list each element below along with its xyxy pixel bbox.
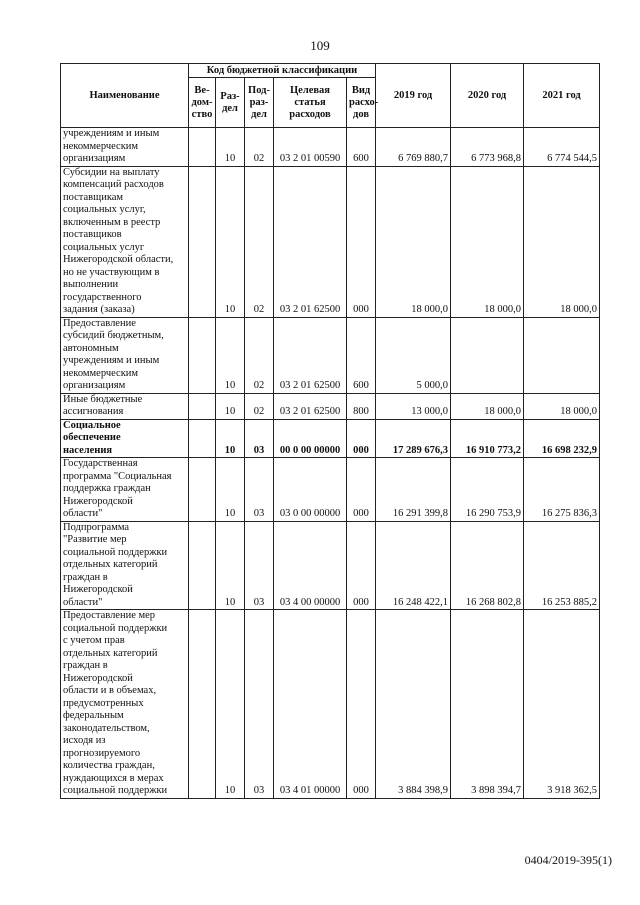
- row-podrazdel: 03: [245, 521, 274, 610]
- row-razdel: 10: [216, 419, 245, 458]
- row-podrazdel: 02: [245, 393, 274, 419]
- row-amount-2019: 18 000,0: [376, 166, 451, 317]
- row-vedomstvo: [189, 393, 216, 419]
- row-vid-rashodov: 600: [347, 128, 376, 167]
- row-amount-2019: 17 289 676,3: [376, 419, 451, 458]
- row-vid-rashodov: 000: [347, 419, 376, 458]
- row-amount-2021: 16 698 232,9: [524, 419, 600, 458]
- row-tselevaya-statya: 03 0 00 00000: [274, 458, 347, 522]
- table-header: [61, 64, 600, 128]
- row-vid-rashodov: 000: [347, 610, 376, 799]
- row-amount-2021: 18 000,0: [524, 166, 600, 317]
- row-razdel: 10: [216, 166, 245, 317]
- row-vedomstvo: [189, 458, 216, 522]
- row-podrazdel: 02: [245, 317, 274, 393]
- budget-table: [60, 63, 600, 799]
- row-amount-2020: 18 000,0: [451, 393, 524, 419]
- row-amount-2020: [451, 317, 524, 393]
- row-amount-2021: 16 253 885,2: [524, 521, 600, 610]
- table-row: [61, 521, 600, 610]
- row-tselevaya-statya: 03 4 00 00000: [274, 521, 347, 610]
- row-amount-2020: 18 000,0: [451, 166, 524, 317]
- row-podrazdel: 02: [245, 128, 274, 167]
- row-razdel: 10: [216, 521, 245, 610]
- row-name: учреждениям и иным некоммерческим организациям: [61, 128, 189, 167]
- row-vedomstvo: [189, 521, 216, 610]
- row-name: Иные бюджетные ассигнования: [61, 393, 189, 419]
- row-tselevaya-statya: 00 0 00 00000: [274, 419, 347, 458]
- row-amount-2019: 16 291 399,8: [376, 458, 451, 522]
- row-tselevaya-statya: 03 2 01 00590: [274, 128, 347, 167]
- page-number: 109: [310, 38, 330, 53]
- row-vedomstvo: [189, 166, 216, 317]
- row-name: Государственная программа "Социальная поддержка граждан Нижегородской области": [61, 458, 189, 522]
- row-vedomstvo: [189, 128, 216, 167]
- row-name: Предоставление мер социальной поддержки с учетом прав отдельных категорий граждан в Нижегородской области и в объемах, предусмотренных федеральным законодательством, исходя из прогнозируемого количества граждан, нуждающихся в мерах социальной поддержки: [61, 610, 189, 799]
- row-vid-rashodov: 000: [347, 166, 376, 317]
- row-amount-2020: 16 268 802,8: [451, 521, 524, 610]
- row-vedomstvo: [189, 317, 216, 393]
- row-amount-2020: 6 773 968,8: [451, 128, 524, 167]
- table-row: [61, 419, 600, 458]
- row-vid-rashodov: 000: [347, 521, 376, 610]
- row-podrazdel: 02: [245, 166, 274, 317]
- header-vid-rashodov: Вид расхо- дов: [347, 78, 376, 128]
- header-name: Наименование: [61, 64, 189, 128]
- row-amount-2020: 3 898 394,7: [451, 610, 524, 799]
- row-amount-2019: 5 000,0: [376, 317, 451, 393]
- header-classification-group: Код бюджетной классификации: [189, 64, 376, 78]
- row-amount-2021: 16 275 836,3: [524, 458, 600, 522]
- row-amount-2019: 6 769 880,7: [376, 128, 451, 167]
- row-podrazdel: 03: [245, 458, 274, 522]
- row-tselevaya-statya: 03 2 01 62500: [274, 166, 347, 317]
- row-vedomstvo: [189, 419, 216, 458]
- row-razdel: 10: [216, 128, 245, 167]
- row-vedomstvo: [189, 610, 216, 799]
- row-tselevaya-statya: 03 2 01 62500: [274, 317, 347, 393]
- row-amount-2019: 16 248 422,1: [376, 521, 451, 610]
- row-vid-rashodov: 800: [347, 393, 376, 419]
- header-razdel: Раз- дел: [216, 78, 245, 128]
- header-2021: 2021 год: [524, 64, 600, 128]
- header-2020: 2020 год: [451, 64, 524, 128]
- row-name: Социальное обеспечение населения: [61, 419, 189, 458]
- row-amount-2019: 13 000,0: [376, 393, 451, 419]
- row-razdel: 10: [216, 317, 245, 393]
- row-amount-2019: 3 884 398,9: [376, 610, 451, 799]
- table-row: [61, 166, 600, 317]
- header-tselevaya-statya: Целевая статья расходов: [274, 78, 347, 128]
- row-podrazdel: 03: [245, 419, 274, 458]
- header-vedomstvo: Ве- дом- ство: [189, 78, 216, 128]
- row-tselevaya-statya: 03 4 01 00000: [274, 610, 347, 799]
- row-razdel: 10: [216, 458, 245, 522]
- row-amount-2021: [524, 317, 600, 393]
- row-vid-rashodov: 600: [347, 317, 376, 393]
- row-razdel: 10: [216, 610, 245, 799]
- row-amount-2021: 18 000,0: [524, 393, 600, 419]
- row-tselevaya-statya: 03 2 01 62500: [274, 393, 347, 419]
- table-body: [61, 128, 600, 799]
- row-name: Субсидии на выплату компенсаций расходов поставщикам социальных услуг, включенным в реестр поставщиков социальных услуг Нижегородской области, но не участвующим в выполнении государственного задания (заказа): [61, 166, 189, 317]
- table-row: [61, 458, 600, 522]
- header-2019: 2019 год: [376, 64, 451, 128]
- row-amount-2020: 16 290 753,9: [451, 458, 524, 522]
- table-row: [61, 393, 600, 419]
- row-name: Предоставление субсидий бюджетным, автономным учреждениям и иным некоммерческим организациям: [61, 317, 189, 393]
- table-row: [61, 317, 600, 393]
- row-razdel: 10: [216, 393, 245, 419]
- row-amount-2020: 16 910 773,2: [451, 419, 524, 458]
- header-podrazdel: Под- раз- дел: [245, 78, 274, 128]
- row-name: Подпрограмма "Развитие мер социальной поддержки отдельных категорий граждан в Нижегородской области": [61, 521, 189, 610]
- row-vid-rashodov: 000: [347, 458, 376, 522]
- row-amount-2021: 3 918 362,5: [524, 610, 600, 799]
- row-podrazdel: 03: [245, 610, 274, 799]
- table-row: [61, 610, 600, 799]
- table-row: [61, 128, 600, 167]
- row-amount-2021: 6 774 544,5: [524, 128, 600, 167]
- document-code: 0404/2019-395(1): [524, 853, 612, 867]
